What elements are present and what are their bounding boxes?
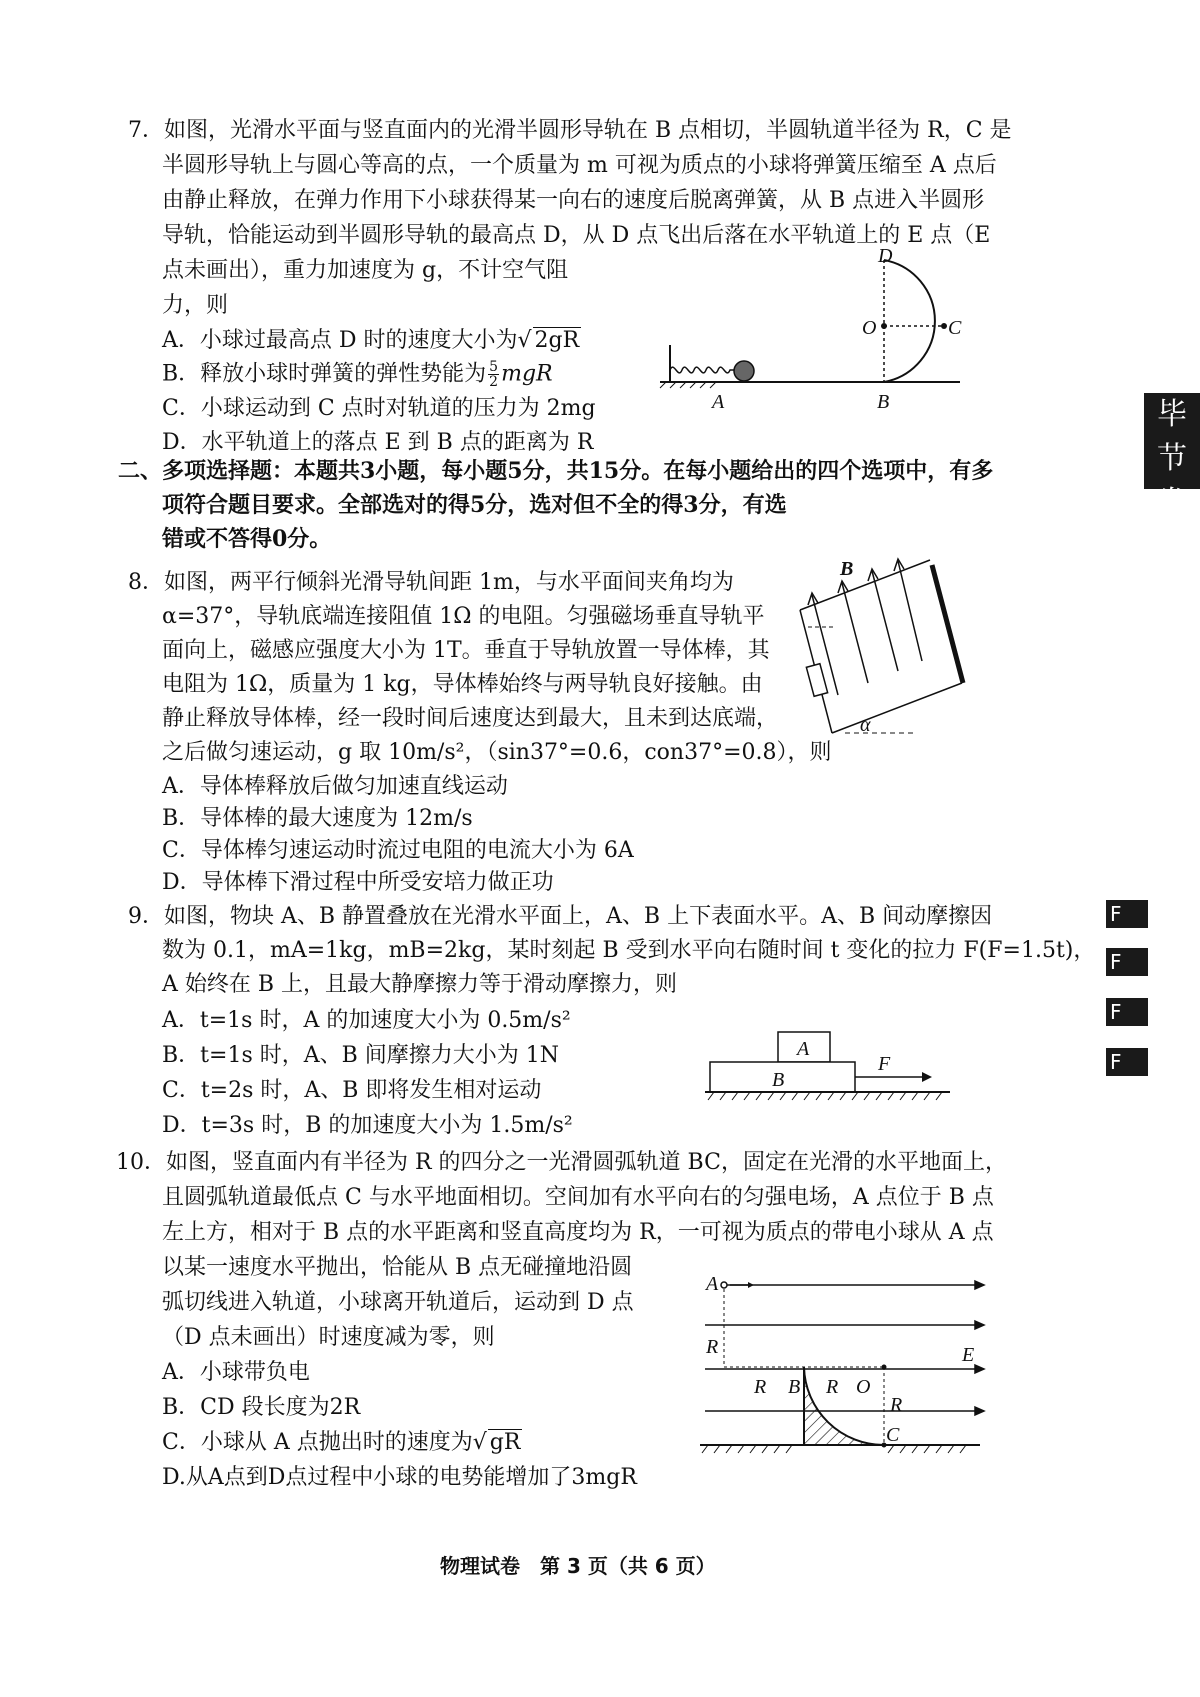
label-A-point: A <box>706 1273 719 1295</box>
q8-line-3: 面向上，磁感应强度大小为 1T。垂直于导轨放置一导体棒，其 <box>162 638 770 663</box>
label-O: O <box>862 317 877 339</box>
q10-line-6: （D 点未画出）时速度减为零，则 <box>162 1325 495 1350</box>
q10-option-d: D.从A点到D点过程中小球的电势能增加了3mgR <box>162 1465 637 1490</box>
q8-option-d: D．导体棒下滑过程中所受安培力做正功 <box>162 870 554 895</box>
f-tab-1: F <box>1106 900 1148 928</box>
f-tab-4: F <box>1106 1048 1148 1076</box>
q10-line-4: 以某一速度水平抛出，恰能从 B 点无碰撞地沿圆 <box>162 1255 633 1280</box>
label-O-center: O <box>856 1376 871 1398</box>
label-alpha: α <box>860 714 871 736</box>
label-R-radius: R <box>826 1376 839 1398</box>
q9-line-2: 数为 0.1，mA=1kg，mB=2kg，某时刻起 B 受到水平向右随时间 t 变化的拉力 F(F=1.5t)， <box>162 938 1096 963</box>
q8-line-5: 静止释放导体棒，经一段时间后速度达到最大，且未到达底端， <box>162 706 779 731</box>
q9-option-b: B．t=1s 时，A、B 间摩擦力大小为 1N <box>162 1043 560 1068</box>
q7-option-d: D．水平轨道上的落点 E 到 B 点的距离为 R <box>162 430 594 455</box>
q7-line-3: 由静止释放，在弹力作用下小球获得某一向右的速度后脱离弹簧，从 B 点进入半圆形 <box>162 188 985 213</box>
q7-figure <box>640 245 980 430</box>
label-B-block: B <box>772 1069 785 1091</box>
q7-line-2: 半圆形导轨上与圆心等高的点，一个质量为 m 可视为质点的小球将弹簧压缩至 A 点后 <box>162 153 997 178</box>
q10-option-b: B．CD 段长度为2R <box>162 1395 361 1420</box>
q8-line-6: 之后做匀速运动，g 取 10m/s²，（sin37°=0.6，con37°=0.8），则 <box>162 740 832 765</box>
q10-option-a: A．小球带负电 <box>162 1360 310 1385</box>
q8-option-b: B．导体棒的最大速度为 12m/s <box>162 806 473 831</box>
label-C: C <box>948 317 962 339</box>
q10-line-1: 10．如图，竖直面内有半径为 R 的四分之一光滑圆弧轨道 BC，固定在光滑的水平地面上， <box>116 1150 1007 1175</box>
q7-option-b: B．释放小球时弹簧的弹性势能为 $\frac{5}{2}$ mgR <box>162 359 553 390</box>
q8-line-4: 电阻为 1Ω，质量为 1 kg，导体棒始终与两导轨良好接触。由 <box>162 672 763 697</box>
q8-line-1: 8．如图，两平行倾斜光滑导轨间距 1m，与水平面间夹角均为 <box>128 570 734 595</box>
q7-option-c: C．小球运动到 C 点时对轨道的压力为 2mg <box>162 396 596 421</box>
label-D: D <box>878 245 893 267</box>
q7-option-a: A．小球过最高点 D 时的速度大小为√ 2gR <box>162 328 580 353</box>
q10-figure <box>700 1265 990 1455</box>
section2-line-3: 错或不答得0分。 <box>162 526 332 552</box>
q10-line-3: 左上方，相对于 B 点的水平距离和竖直高度均为 R，一可视为质点的带电小球从 A 点 <box>162 1220 994 1245</box>
q7-line-5: 点未画出），重力加速度为 g，不计空气阻 <box>162 258 569 283</box>
q7-line-6: 力，则 <box>162 293 229 318</box>
label-R-vertical: R <box>706 1336 719 1358</box>
label-C-point: C <box>886 1424 900 1446</box>
q8-figure <box>790 555 980 755</box>
label-B-field: B <box>840 558 854 580</box>
q10-line-2: 且圆弧轨道最低点 C 与水平地面相切。空间加有水平向右的匀强电场，A 点位于 B 点 <box>162 1185 994 1210</box>
q7-line-1: 7．如图，光滑水平面与竖直面内的光滑半圆形导轨在 B 点相切，半圆轨道半径为 R，C 是 <box>128 118 1012 143</box>
label-A: A <box>712 391 725 413</box>
q8-option-c: C．导体棒匀速运动时流过电阻的电流大小为 6A <box>162 838 634 863</box>
q9-line-1: 9．如图，物块 A、B 静置叠放在光滑水平面上，A、B 上下表面水平。A、B 间动摩擦因 <box>128 904 993 929</box>
label-E: E <box>962 1344 975 1366</box>
q9-option-d: D．t=3s 时，B 的加速度大小为 1.5m/s² <box>162 1113 573 1138</box>
section2-line-1: 二、多项选择题：本题共3小题，每小题5分，共15分。在每小题给出的四个选项中，有多 <box>118 458 994 484</box>
label-R-horizontal: R <box>754 1376 767 1398</box>
q10-option-c: C．小球从 A 点抛出时的速度为√ gR <box>162 1430 521 1455</box>
label-R-radius-vertical: R <box>890 1394 903 1416</box>
side-tab-label: 毕节 卷 <box>1144 393 1200 489</box>
section2-line-2: 项符合题目要求。全部选对的得5分，选对但不全的得3分，有选 <box>162 492 787 518</box>
q9-option-c: C．t=2s 时，A、B 即将发生相对运动 <box>162 1078 542 1103</box>
q9-figure <box>700 1030 960 1110</box>
label-F: F <box>878 1053 891 1075</box>
q7-line-4: 导轨，恰能运动到半圆形导轨的最高点 D，从 D 点飞出后落在水平轨道上的 E 点（E <box>162 223 991 248</box>
f-tab-2: F <box>1106 948 1148 976</box>
page-footer: 物理试卷 第 3 页（共 6 页） <box>440 1554 716 1578</box>
q10-line-5: 弧切线进入轨道，小球离开轨道后，运动到 D 点 <box>162 1290 634 1315</box>
ball-icon <box>734 361 754 381</box>
q9-line-3: A 始终在 B 上，且最大静摩擦力等于滑动摩擦力，则 <box>162 972 678 997</box>
q8-option-a: A．导体棒释放后做匀加速直线运动 <box>162 774 508 799</box>
q8-line-2: α=37°，导轨底端连接阻值 1Ω 的电阻。匀强磁场垂直导轨平 <box>162 604 765 629</box>
label-B: B <box>877 391 890 413</box>
label-B-point: B <box>788 1376 801 1398</box>
f-tab-3: F <box>1106 998 1148 1026</box>
label-A-block: A <box>797 1038 810 1060</box>
q9-option-a: A．t=1s 时，A 的加速度大小为 0.5m/s² <box>162 1008 571 1033</box>
